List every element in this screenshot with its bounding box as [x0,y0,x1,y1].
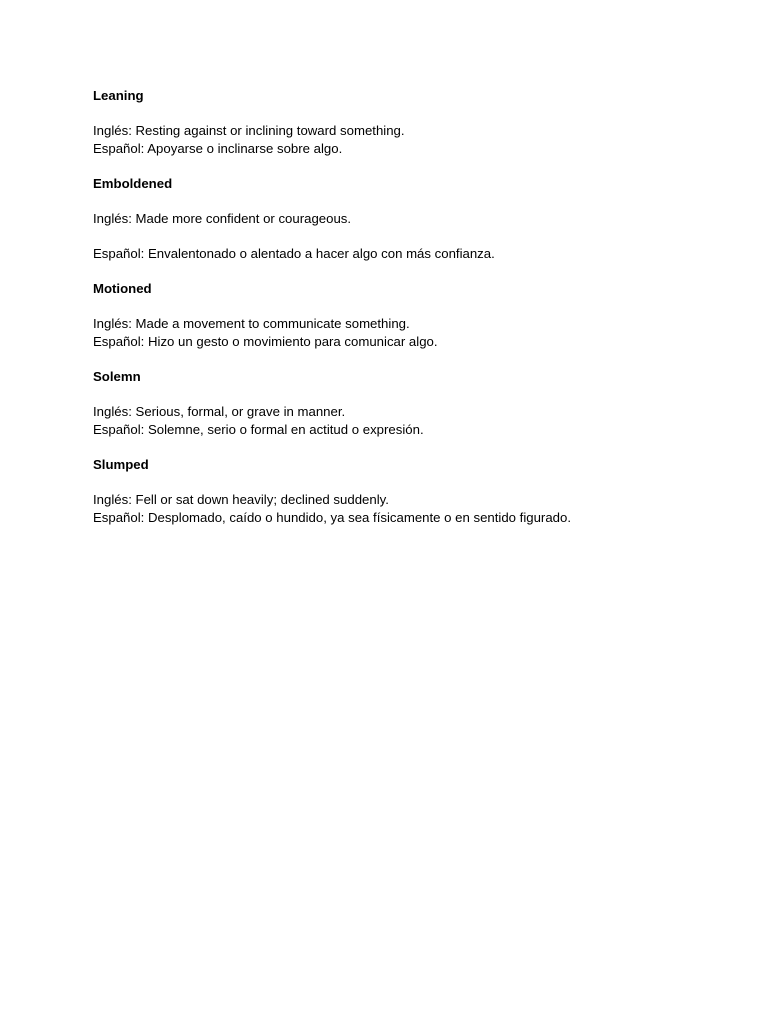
term-heading: Leaning [93,88,144,103]
vocab-entry [93,456,733,527]
spanish-definition: Español: Envalentonado o alentado a hacer algo con más confianza. [93,246,495,261]
term-heading: Solemn [93,369,141,384]
english-definition: Inglés: Made a movement to communicate something. [93,316,410,331]
term-heading: Motioned [93,281,152,296]
spanish-definition: Español: Apoyarse o inclinarse sobre algo. [93,141,343,156]
document-page [93,87,733,527]
spanish-definition: Español: Desplomado, caído o hundido, ya sea físicamente o en sentido figurado. [93,510,571,525]
english-definition: Inglés: Resting against or inclining toward something. [93,123,405,138]
vocab-entry [93,87,733,158]
english-definition: Inglés: Fell or sat down heavily; declined suddenly. [93,492,389,507]
vocab-entry [93,368,733,439]
spanish-definition: Español: Hizo un gesto o movimiento para comunicar algo. [93,334,438,349]
english-definition: Inglés: Serious, formal, or grave in manner. [93,404,346,419]
vocab-entry [93,280,733,351]
term-heading: Slumped [93,457,149,472]
english-definition: Inglés: Made more confident or courageous. [93,211,352,226]
term-heading: Emboldened [93,176,173,191]
vocab-entry [93,175,733,263]
spanish-definition: Español: Solemne, serio o formal en actitud o expresión. [93,422,424,437]
